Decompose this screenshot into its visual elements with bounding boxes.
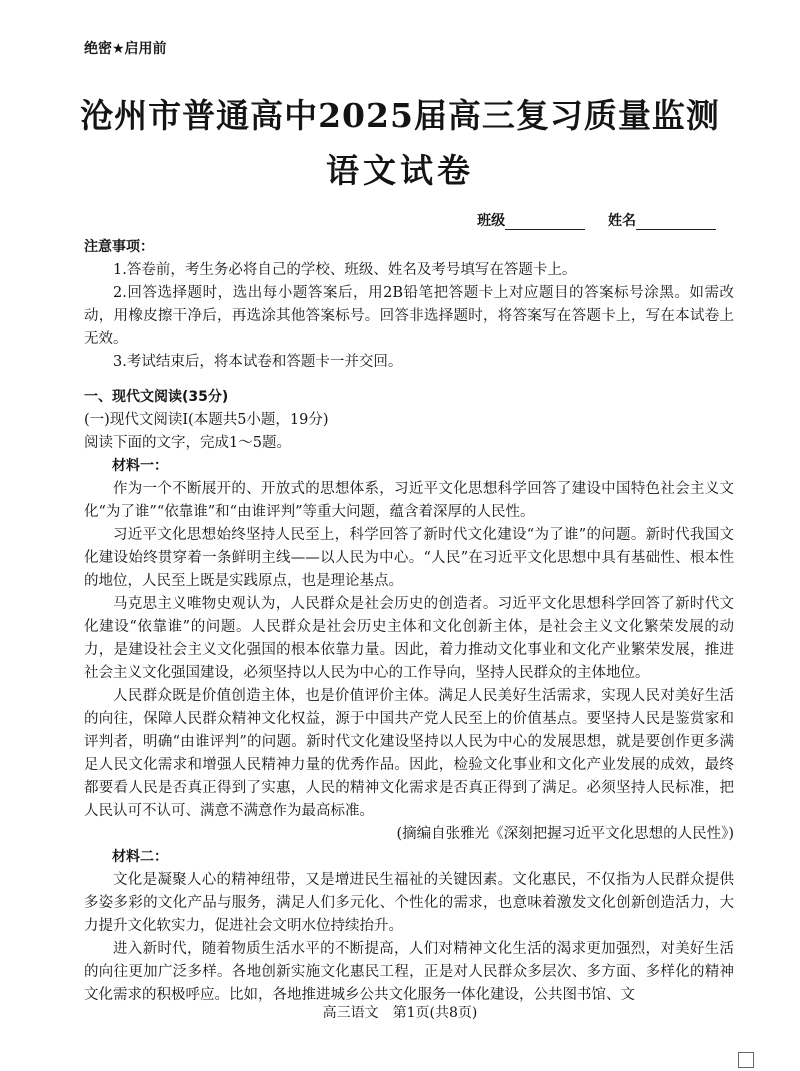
material1-source: (摘编自张雅光《深刻把握习近平文化思想的人民性》) [396,826,734,842]
note-item: 1.答卷前，考生务必将自己的学校、班级、姓名及考号填写在答题卡上。 [113,262,577,278]
material1-paragraph: 习近平文化思想始终坚持人民至上，科学回答了新时代文化建设“为了谁”的问题。新时代我国文化建设始终贯穿着一条鲜明主线——以人民为中心。“人民”在习近平文化思想中具有基础性、根本性的地位，人民至上既是实践原点，也是理论基点。 [84,527,734,589]
section-instruction: 阅读下面的文字，完成1～5题。 [84,435,291,451]
exam-title: 沧州市普通高中2025届高三复习质量监测 [80,96,720,135]
qr-code-icon [738,1052,754,1068]
exam-content [84,236,734,1007]
page-footer: 高三语文 第1页(共8页) [322,1005,478,1021]
material2-paragraph: 进入新时代，随着物质生活水平的不断提高，人们对精神文化生活的渴求更加强烈，对美好生活的向往更加广泛多样。各地创新实施文化惠民工程，正是对人民群众多层次、多方面、多样化的精神文化需求的积极呼应。比如，各地推进城乡公共文化服务一体化建设，公共图书馆、文 [84,941,734,1003]
material1-heading: 材料一： [112,458,168,474]
note-item: 3.考试结束后，将本试卷和答题卡一并交回。 [113,354,403,370]
name-label: 姓名 [608,213,636,229]
material1-paragraph: 马克思主义唯物史观认为，人民群众是社会历史的创造者。习近平文化思想科学回答了新时代文化建设“依靠谁”的问题。人民群众是社会历史主体和文化创新主体，是社会主义文化繁荣发展的动力，是建设社会主义文化强国的根本依靠力量。因此，着力推动文化事业和文化产业繁荣发展，推进社会主义文化强国建设，必须坚持以人民为中心的工作导向，坚持人民群众的主体地位。 [84,596,734,681]
confidential-label: 绝密★启用前 [84,41,167,57]
exam-subtitle: 语文试卷 [326,151,474,190]
material2-heading: 材料二： [112,849,168,865]
material1-paragraph: 人民群众既是价值创造主体，也是价值评价主体。满足人民美好生活需求，实现人民对美好生活的向往，保障人民群众精神文化权益，源于中国共产党人民至上的价值基点。要坚持人民是鉴赏家和评判者，明确“由谁评判”的问题。新时代文化建设坚持以人民为中心的发展思想，就是要创作更多满足人民文化需求和增强人民精神力量的优秀作品。因此，检验文化事业和文化产业发展的成效，最终都要看人民是否真正得到了实惠，人民的精神文化需求是否真正得到了满足。必须坚持人民标准，把人民认可不认可、满意不满意作为最高标准。 [84,688,734,819]
class-blank [505,215,585,230]
section-subtitle: (一)现代文阅读Ⅰ(本题共5小题，19分) [84,412,329,428]
material1-paragraph: 作为一个不断展开的、开放式的思想体系，习近平文化思想科学回答了建设中国特色社会主义文化“为了谁”“依靠谁”和“由谁评判”等重大问题，蕴含着深厚的人民性。 [84,481,734,520]
note-item: 2.回答选择题时，选出每小题答案后，用2B铅笔把答题卡上对应题目的答案标号涂黑。如需改动，用橡皮擦干净后，再选涂其他答案标号。回答非选择题时，将答案写在答题卡上，写在本试卷上无效。 [84,285,734,347]
notes-heading: 注意事项： [84,239,154,255]
section-title: 一、现代文阅读(35分) [84,389,229,405]
material2-paragraph: 文化是凝聚人心的精神纽带，又是增进民生福祉的关键因素。文化惠民，不仅指为人民群众提供多姿多彩的文化产品与服务，满足人们多元化、个性化的需求，也意味着激发文化创新创造活力，大力提升文化软实力，促进社会文明水位持续抬升。 [84,872,734,934]
class-label: 班级 [477,213,506,229]
student-info [477,210,716,230]
name-blank [636,215,716,230]
